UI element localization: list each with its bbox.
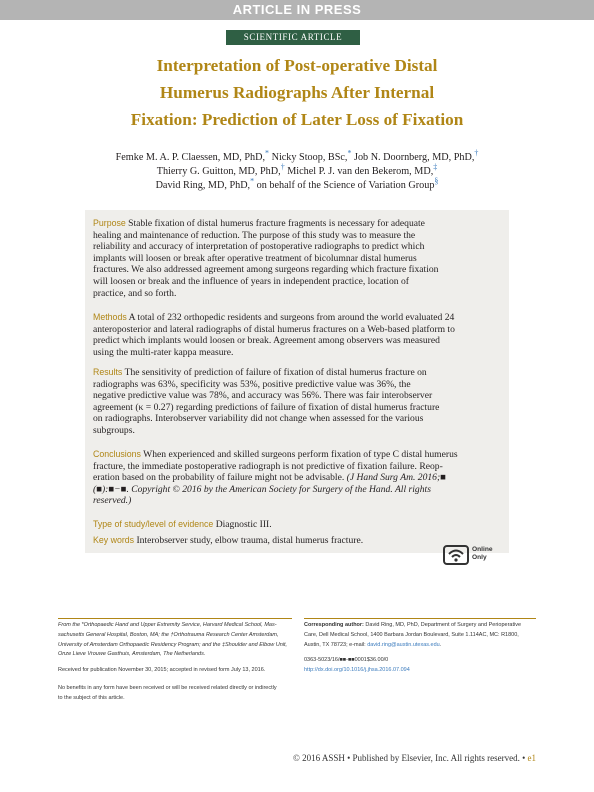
affiliation-mark[interactable]: * — [347, 148, 352, 158]
issn: 0363-5023/16/■■-■■0001$36.00/0 — [304, 657, 389, 663]
page-number: e1 — [527, 753, 536, 763]
title-line: Fixation: Prediction of Later Loss of Fixation — [130, 110, 464, 129]
affiliation-mark[interactable]: * — [250, 176, 255, 186]
author-line — [70, 162, 524, 179]
affiliation-mark[interactable]: * — [265, 148, 270, 158]
footnote-issn-doi — [304, 656, 538, 676]
conclusions-label: Conclusions — [93, 449, 141, 459]
results-label: Results — [93, 367, 123, 377]
online-only-text: Online Only — [472, 546, 493, 561]
citation: reserved.) — [93, 495, 132, 507]
author-name[interactable]: Thierry G. Guitton, MD, PhD, — [156, 166, 281, 177]
purpose-label: Purpose — [93, 218, 126, 228]
abstract-results: Results The sensitivity of prediction of failure of fixation of distal humerus fracture on radiographs was 63%, specificity was 53%, positive predictive value was 36%, the negative predictive value was 78%, and accuracy was 56%. There was fair interobserver agreement (κ = 0.27) regarding predictions of failure of fixation of distal humerus fracture on radiographs. Interobserver variability did not change when assessed for the various subgroups. — [93, 367, 440, 436]
citation: (J Hand Surg Am. 2016;■ — [346, 472, 446, 484]
email-link[interactable]: david.ring@austin.utexas.edu — [367, 641, 440, 648]
study-type-value: Diagnostic III. — [215, 519, 272, 530]
affiliation-mark[interactable]: † — [474, 148, 479, 158]
study-type-label: Type of study/level of evidence — [93, 519, 214, 529]
author-name[interactable]: David Ring, MD, PhD, — [155, 180, 251, 191]
article-title — [60, 52, 534, 133]
keywords-value: Interobserver study, elbow trauma, distal humerus fracture. — [136, 535, 364, 546]
author-name[interactable]: Femke M. A. P. Claessen, MD, PhD, — [115, 152, 266, 163]
author-line — [70, 148, 524, 165]
footnote-affiliations: From the *Orthopaedic Hand and Upper Extremity Service, Harvard Medical School, Mas- sachusetts General Hospital, Boston, MA; the †Orthotrauma Research Center Amsterdam, University of Amsterdam Orthopaedic Residency Program; and the ‡Shoulder and Elbow Unit, Onze Lieve Vrouwe Gasthuis, Amsterdam, The Netherlands. — [58, 622, 288, 658]
article-in-press-banner: ARTICLE IN PRESS — [0, 0, 594, 20]
author-list — [70, 148, 524, 193]
citation: (■):■−■. Copyright © 2016 by the American Society for Surgery of the Hand. All rights — [93, 483, 431, 495]
study-type — [93, 519, 501, 531]
methods-label: Methods — [93, 312, 127, 322]
article-type-label: SCIENTIFIC ARTICLE — [226, 30, 360, 45]
group-author: on behalf of the Science of Variation Group — [254, 180, 435, 191]
footnote-benefits: No benefits in any form have been received or will be received related directly or indirectly to the subject of this article. — [58, 685, 277, 701]
author-name[interactable]: Job N. Doornberg, MD, PhD, — [354, 152, 475, 163]
keywords — [93, 535, 501, 547]
affiliation-mark[interactable]: † — [280, 162, 285, 172]
author-name[interactable]: Nicky Stoop, BSc, — [271, 152, 348, 163]
footnote-received: Received for publication November 30, 2015; accepted in revised form July 13, 2016. — [58, 667, 266, 673]
affiliation-mark[interactable]: § — [434, 176, 439, 186]
abstract-purpose: Purpose Stable fixation of distal humerus fracture fragments is necessary for adequate healing and maintenance of reduction. The purpose of this study was to measure the reliability and accuracy of interpretation of postoperative radiographs to predict which implants will loosen or break after operative treatment of bicolumnar distal humerus fractures. We also addressed agreement among surgeons regarding which fracture fixation will loosen or break and the influence of years in independent practice, location of practice, and so forth. — [93, 218, 439, 299]
wifi-document-icon — [443, 543, 469, 565]
title-line: Humerus Radiographs After Internal — [159, 83, 435, 102]
footnote-divider — [58, 618, 292, 619]
title-line: Interpretation of Post-operative Distal — [156, 56, 438, 75]
affiliation-mark[interactable]: ‡ — [433, 162, 438, 172]
footnote-corresponding: Corresponding author: David Ring, MD, PhD, Department of Surgery and Perioperative Care, Dell Medical School, 1400 Barbara Jordan Boulevard, Suite 1.114AC, MC: R1800, Austin, TX 78723; e-mail: david.ring@austin.utexas.edu. — [304, 622, 522, 648]
author-name[interactable]: Michel P. J. van den Bekerom, MD, — [287, 166, 434, 177]
copyright-footer: © 2016 ASSH • Published by Elsevier, Inc. All rights reserved. • e1 — [292, 753, 536, 763]
abstract-methods: Methods A total of 232 orthopedic residents and surgeons from around the world evaluated 24 anteroposterior and lateral radiographs of distal humerus fractures on a Web-based platform to predict which implants would loosen or break. Agreement among observers was measured using the multi-rater kappa measure. — [93, 312, 455, 358]
abstract-conclusions: Conclusions When experienced and skilled surgeons perform fixation of type C distal humerus fracture, the immediate postoperative radiograph is not predictive of fixation failure. Reop- eration based on the probability of failure might not be advisable. (J Hand Surg Am. 2016;■ (■):■−■. Copyright © 2016 by the American Society for Surgery of the Hand. All rights reserved.) — [93, 449, 458, 507]
online-only-badge[interactable] — [443, 543, 499, 565]
footnote-divider — [304, 618, 536, 619]
author-line — [70, 176, 524, 193]
keywords-label: Key words — [93, 535, 135, 545]
doi-link[interactable]: http://dx.doi.org/10.1016/j.jhsa.2016.07.094 — [304, 666, 410, 673]
